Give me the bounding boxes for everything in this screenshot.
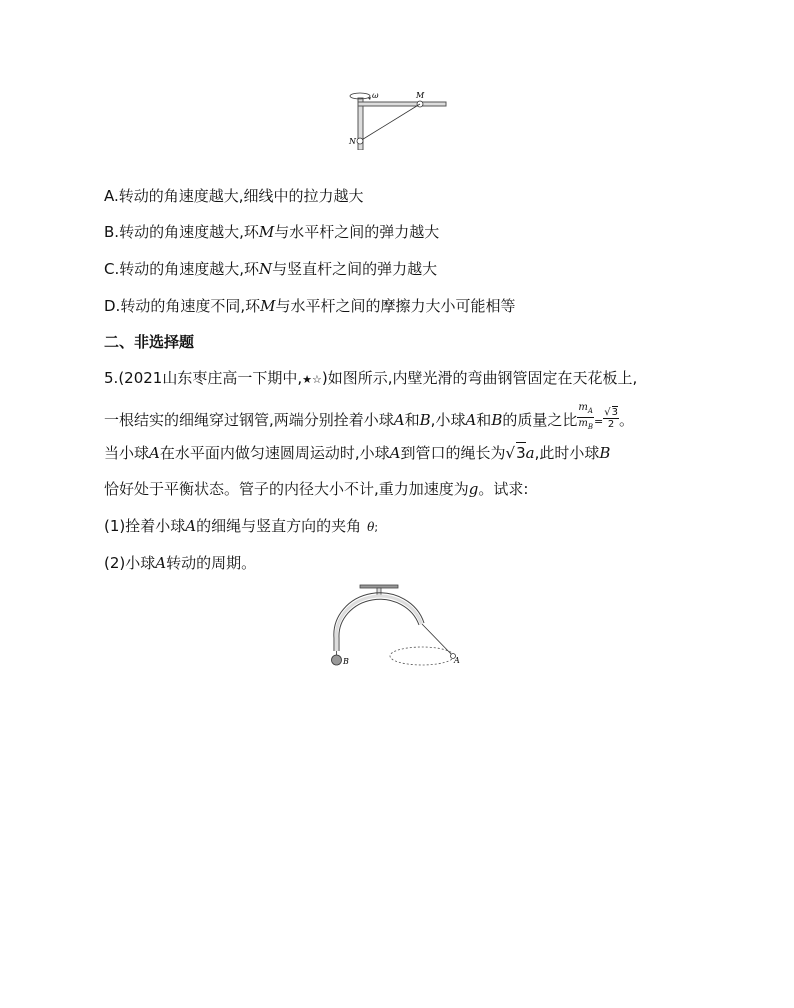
variable-a: A xyxy=(185,517,197,535)
question-number: 5. xyxy=(104,369,119,387)
question-source: (2021山东枣庄高一下期中, xyxy=(118,369,303,387)
mass-subscript: B xyxy=(587,423,593,431)
equals-sign: = xyxy=(594,415,604,428)
mass-ratio-rhs: $\frac{√3}{2}$ xyxy=(604,406,618,430)
option-variable: M xyxy=(258,223,275,241)
mass-symbol: m xyxy=(578,402,588,413)
mass-subscript: A xyxy=(587,407,593,415)
question-source-end: ) xyxy=(321,369,328,387)
option-text: 与水平杆之间的弹力越大 xyxy=(274,223,440,241)
question-line-1 xyxy=(104,368,637,390)
option-d xyxy=(104,296,515,316)
difficulty-stars-icon: ★☆ xyxy=(302,373,322,386)
question-text: (1)拴着小球 xyxy=(104,517,186,535)
ring-n xyxy=(357,138,363,144)
question-text: 如图所示,内壁光滑的弯曲钢管固定在天花板上, xyxy=(327,369,638,387)
variable-a: A xyxy=(155,554,167,572)
option-text: 转动的角速度不同,环 xyxy=(120,297,261,315)
option-text: 与水平杆之间的摩擦力大小可能相等 xyxy=(275,297,516,315)
question-text: 的质量之比 xyxy=(502,411,578,429)
figure-rotating-frame xyxy=(340,86,450,150)
string-to-a xyxy=(422,624,453,656)
variable-a: A xyxy=(389,444,401,462)
option-c xyxy=(104,259,437,279)
sub-question-1 xyxy=(104,516,378,538)
question-text: ; xyxy=(374,521,379,534)
question-line-2 xyxy=(104,402,634,436)
option-text: 转动的角速度越大,细线中的拉力越大 xyxy=(118,187,364,205)
question-line-3 xyxy=(104,442,610,463)
option-letter: A. xyxy=(104,187,119,205)
option-text: 转动的角速度越大,环 xyxy=(119,260,260,278)
option-letter: D. xyxy=(104,297,121,315)
string xyxy=(360,104,420,141)
variable-g: g xyxy=(468,480,479,498)
variable-b: B xyxy=(491,411,503,429)
question-text: 和 xyxy=(404,411,420,429)
label-m: M xyxy=(416,91,425,100)
variable-a: A xyxy=(393,411,405,429)
circular-path xyxy=(390,647,454,665)
option-letter: C. xyxy=(104,260,120,278)
denominator: 2 xyxy=(607,418,615,430)
question-text: 到管口的绳长为 xyxy=(400,444,506,462)
variable-a: A xyxy=(149,444,160,462)
option-b xyxy=(104,222,439,242)
question-text: 恰好处于平衡状态。管子的内径大小不计,重力加速度为 xyxy=(104,480,469,498)
question-text: 和 xyxy=(476,411,492,429)
variable-length-a: a xyxy=(525,444,535,462)
sqrt-radicand: 3 xyxy=(611,406,618,418)
sub-question-2 xyxy=(104,553,256,573)
mass-ratio-lhs xyxy=(577,402,594,433)
question-text: 一根结实的细绳穿过钢管,两端分别拴着小球 xyxy=(104,411,394,429)
question-text: 。 xyxy=(618,411,634,429)
horizontal-rod xyxy=(358,102,446,106)
variable-theta: θ xyxy=(367,520,375,534)
curved-pipe-outer xyxy=(334,593,424,651)
omega-label: ω xyxy=(372,91,379,100)
question-text: ,小球 xyxy=(430,411,466,429)
variable-a: A xyxy=(465,411,477,429)
question-text: 。试求: xyxy=(478,480,529,498)
curved-pipe-fill xyxy=(336,596,421,651)
question-text: (2)小球 xyxy=(104,554,156,572)
question-text: 当小球 xyxy=(104,444,150,462)
sqrt-radicand: 3 xyxy=(516,444,526,462)
figure-curved-pipe xyxy=(326,583,466,673)
sqrt-expression: √3a xyxy=(505,444,535,462)
ball-b xyxy=(332,655,342,665)
variable-b: B xyxy=(419,411,431,429)
question-text: 转动的周期。 xyxy=(166,554,257,572)
option-text: 转动的角速度越大,环 xyxy=(119,223,259,241)
label-a: A xyxy=(454,656,460,665)
option-variable: M xyxy=(260,297,276,315)
option-variable: N xyxy=(259,260,273,278)
question-text: ,此时小球 xyxy=(534,444,600,462)
variable-b: B xyxy=(599,444,611,462)
option-a xyxy=(104,186,364,206)
label-n: N xyxy=(349,137,356,146)
question-text: 在水平面内做匀速圆周运动时,小球 xyxy=(159,444,390,462)
option-letter: B. xyxy=(104,223,120,241)
option-text: 与竖直杆之间的弹力越大 xyxy=(272,260,438,278)
label-b: B xyxy=(343,657,349,666)
ceiling-plate xyxy=(360,585,398,588)
section-title: 二、非选择题 xyxy=(104,333,195,351)
question-text: 的细绳与竖直方向的夹角 xyxy=(196,517,362,535)
question-line-4 xyxy=(104,479,528,499)
mass-symbol: m xyxy=(578,418,588,429)
